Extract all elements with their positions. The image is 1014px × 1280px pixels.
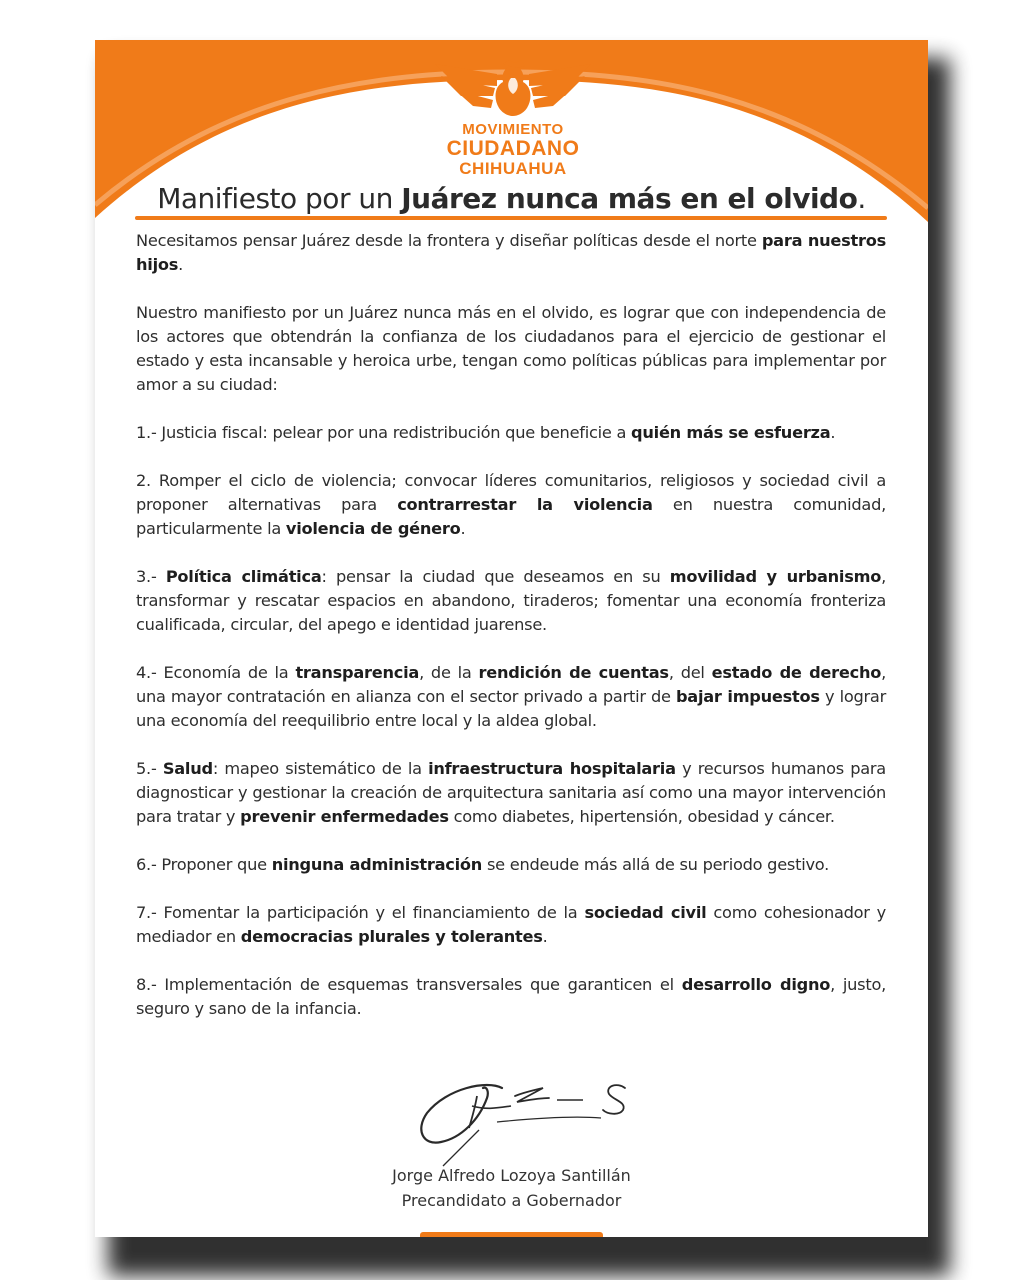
manifesto-paragraph (136, 421, 886, 445)
paragraph-text: 2. Romper el ciclo de violencia; convocar líderes comunitarios, religiosos y sociedad civil a proponer alternativas para (136, 471, 886, 514)
paragraph-text: 1.- Justicia fiscal: pelear por una redistribución que beneficie a (136, 423, 632, 442)
emphasis-text: quién más se esfuerza (631, 423, 831, 442)
emphasis-text: bajar impuestos (675, 687, 820, 706)
emphasis-text: desarrollo digno (681, 975, 831, 994)
paragraph-text: 3.- (136, 567, 166, 586)
manifesto-paragraph (136, 229, 886, 277)
paragraph-text: , de la (419, 663, 479, 682)
paragraph-text: 7.- Fomentar la participación y el financiamiento de la (136, 903, 585, 922)
logo-text-ciudadano: CIUDADANO (446, 137, 580, 160)
paragraph-text: y recursos humanos para diagnosticar y gestionar la creación de arquitectura sanitaria así como una mayor intervención para tratar y (136, 759, 886, 826)
paragraph-text: 4.- Economía de la (136, 663, 296, 682)
emphasis-text: sociedad civil (584, 903, 707, 922)
paragraph-text: , justo, seguro y sano de la infancia. (136, 975, 886, 1018)
document-page (95, 40, 928, 1237)
emphasis-text: violencia de género (285, 519, 461, 538)
emphasis-text: contrarrestar la violencia (397, 495, 653, 514)
paragraph-text: . (542, 927, 548, 946)
emphasis-text: estado de derecho (711, 663, 882, 682)
paragraph-text: como cohesionador y mediador en (136, 903, 887, 946)
emphasis-text: Política climática (165, 567, 322, 586)
manifesto-paragraph (136, 757, 886, 829)
bottom-orange-bar (420, 1232, 603, 1237)
emphasis-text: transparencia (295, 663, 420, 682)
eagle-icon (433, 60, 593, 118)
paragraph-text: Nuestro manifiesto por un Juárez nunca más en el olvido, es lograr que con independencia de los actores que obtendrán la confianza de los ciudadanos para el ejercicio de gestionar el estado y esta incansable y heroica urbe, tengan como políticas públicas para implementar por amor a su ciudad: (136, 303, 886, 394)
logo-text-chihuahua: CHIHUAHUA (459, 159, 567, 178)
emphasis-text: prevenir enfermedades (240, 807, 449, 826)
title-underline (135, 216, 887, 220)
paragraph-text: , una mayor contratación en alianza con el sector privado a partir de (136, 663, 887, 706)
document-title (95, 182, 928, 215)
emphasis-text: infraestructura hospitalaria (428, 759, 676, 778)
paragraph-text: . (460, 519, 466, 538)
signer-role: Precandidato a Gobernador (401, 1191, 622, 1210)
manifesto-body (136, 229, 886, 1045)
emphasis-text: movilidad y urbanismo (669, 567, 882, 586)
paragraph-text: : pensar la ciudad que deseamos en su (321, 567, 670, 586)
paragraph-text: y lograr una economía del reequilibrio entre local y la aldea global. (136, 687, 886, 730)
emphasis-text: democracias plurales y tolerantes (240, 927, 543, 946)
manifesto-paragraph (136, 901, 886, 949)
paragraph-text: : mapeo sistemático de la (212, 759, 429, 778)
title-bold: Juárez nunca más en el olvido (401, 182, 858, 215)
paragraph-text: 6.- Proponer que (136, 855, 272, 874)
manifesto-paragraph (136, 301, 886, 397)
emphasis-text: Salud (162, 759, 213, 778)
paragraph-text: se endeude más allá de su periodo gestivo. (482, 855, 830, 874)
manifesto-paragraph (136, 973, 886, 1021)
paragraph-text: 5.- (136, 759, 163, 778)
paragraph-text: como diabetes, hipertensión, obesidad y cáncer. (448, 807, 835, 826)
manifesto-paragraph (136, 469, 886, 541)
emphasis-text: rendición de cuentas (478, 663, 669, 682)
manifesto-paragraph (136, 661, 886, 733)
paragraph-text: en nuestra comunidad, particularmente la (136, 495, 886, 538)
paragraph-text: Necesitamos pensar Juárez desde la frontera y diseñar políticas desde el norte (136, 231, 762, 250)
party-logo (423, 60, 603, 200)
signer-name: Jorge Alfredo Lozoya Santillán (392, 1166, 631, 1185)
paragraph-text: 8.- Implementación de esquemas transversales que garanticen el (136, 975, 682, 994)
paragraph-text: , del (668, 663, 712, 682)
paragraph-text: , transformar y rescatar espacios en abandono, tiraderos; fomentar una economía fronteriza cualificada, circular, del apego e identidad juarense. (136, 567, 886, 634)
title-normal: Manifiesto por un (157, 182, 402, 215)
logo-text-movimiento: MOVIMIENTO (462, 121, 564, 138)
paragraph-text: . (178, 255, 184, 274)
signature (417, 1058, 637, 1168)
emphasis-text: para nuestros hijos (136, 231, 886, 274)
manifesto-paragraph (136, 565, 886, 637)
paragraph-text: . (830, 423, 836, 442)
title-end: . (857, 182, 866, 215)
emphasis-text: ninguna administración (271, 855, 483, 874)
manifesto-paragraph (136, 853, 886, 877)
